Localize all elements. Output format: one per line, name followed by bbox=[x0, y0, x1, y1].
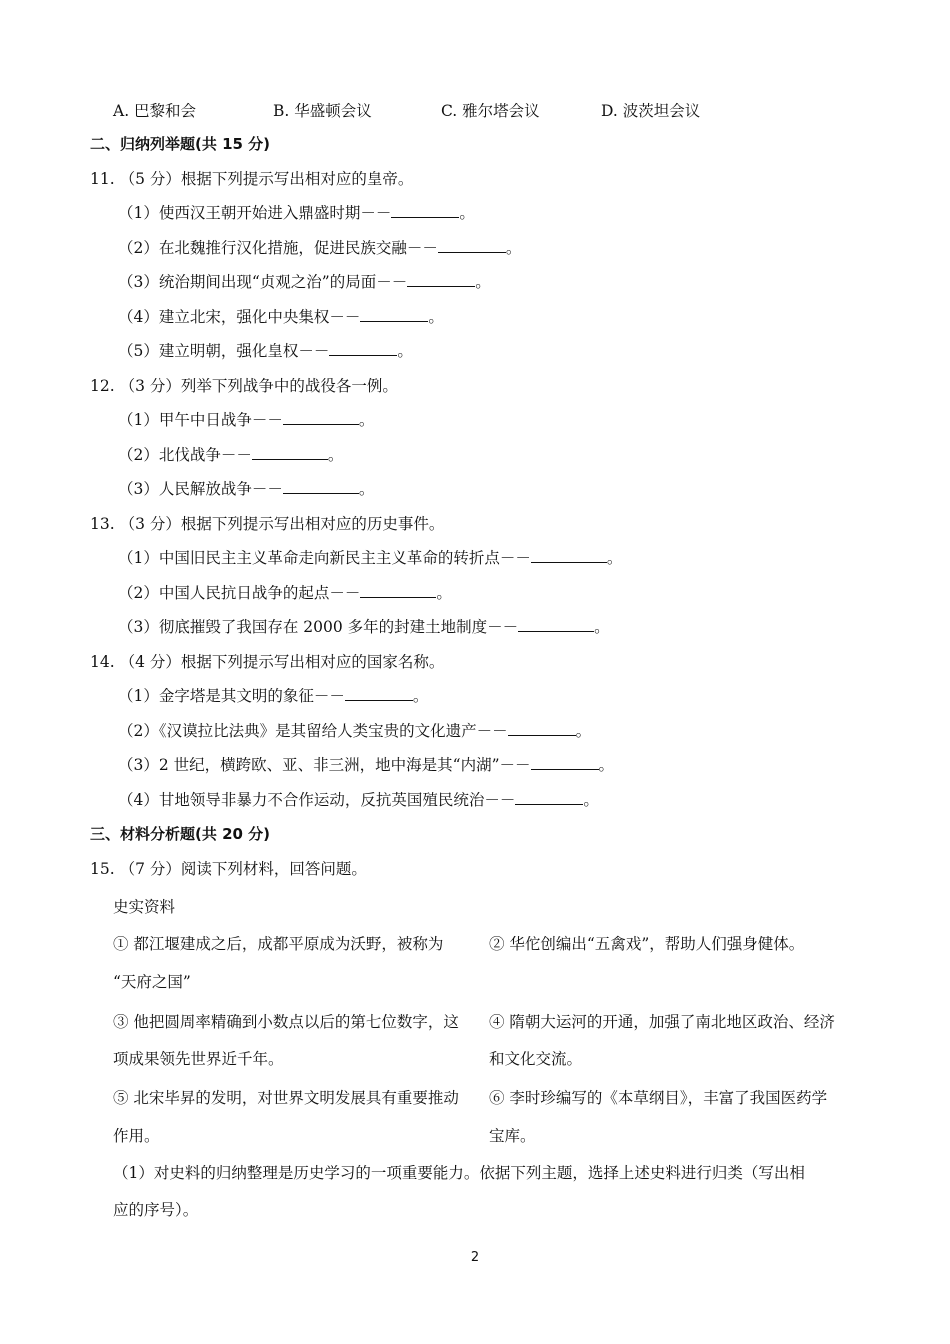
q11-item-2: （2）在北魏推行汉化措施，促进民族交融－－ 。 bbox=[118, 239, 522, 257]
material-1-line-2: “天府之国” bbox=[113, 973, 191, 991]
material-6-line-2: 宝库。 bbox=[489, 1127, 536, 1145]
option-d: D. 波茨坦会议 bbox=[601, 102, 701, 120]
q12-stem: 12. （3 分）列举下列战争中的战役各一例。 bbox=[90, 377, 398, 395]
answer-blank[interactable] bbox=[531, 755, 599, 770]
page-number: 2 bbox=[470, 1250, 480, 1265]
answer-blank[interactable] bbox=[252, 445, 328, 460]
material-title: 史实资料 bbox=[113, 898, 176, 916]
q12-item-3: （3）人民解放战争－－ 。 bbox=[118, 480, 375, 498]
section-2-title: 二、归纳列举题(共 15 分) bbox=[90, 135, 271, 153]
answer-blank[interactable] bbox=[391, 203, 459, 218]
q13-item-1: （1）中国旧民主主义革命走向新民主主义革命的转折点－－ 。 bbox=[118, 549, 623, 567]
q14-item-4: （4）甘地领导非暴力不合作运动，反抗英国殖民统治－－ 。 bbox=[118, 791, 599, 809]
q11-item-4: （4）建立北宋，强化中央集权－－ 。 bbox=[118, 308, 444, 326]
material-1-line-1: ① 都江堰建成之后，成都平原成为沃野，被称为 bbox=[113, 935, 444, 953]
material-3-line-1: ③ 他把圆周率精确到小数点以后的第七位数字，这 bbox=[113, 1013, 459, 1031]
q14-item-3: （3）2 世纪，横跨欧、亚、非三洲，地中海是其“内湖”－－ 。 bbox=[118, 756, 615, 774]
q13-item-3: （3）彻底摧毁了我国存在 2000 多年的封建土地制度－－ 。 bbox=[118, 618, 610, 636]
q13-stem: 13. （3 分）根据下列提示写出相对应的历史事件。 bbox=[90, 515, 445, 533]
q13-item-2: （2）中国人民抗日战争的起点－－ 。 bbox=[118, 584, 452, 602]
q11-item-5: （5）建立明朝，强化皇权－－ 。 bbox=[118, 342, 413, 360]
option-a: A. 巴黎和会 bbox=[113, 102, 197, 120]
q12-item-2: （2）北伐战争－－ 。 bbox=[118, 446, 344, 464]
material-4-line-2: 和文化交流。 bbox=[489, 1050, 583, 1068]
option-b: B. 华盛顿会议 bbox=[273, 102, 372, 120]
q11-stem: 11. （5 分）根据下列提示写出相对应的皇帝。 bbox=[90, 170, 414, 188]
answer-blank[interactable] bbox=[407, 272, 475, 287]
answer-blank[interactable] bbox=[329, 341, 397, 356]
q15-sub1-line-1: （1）对史料的归纳整理是历史学习的一项重要能力。依据下列主题，选择上述史料进行归类（写出相 bbox=[113, 1164, 805, 1182]
material-4-line-1: ④ 隋朝大运河的开通，加强了南北地区政治、经济 bbox=[489, 1013, 835, 1031]
q11-item-3: （3）统治期间出现“贞观之治”的局面－－ 。 bbox=[118, 273, 491, 291]
q11-item-1: （1）使西汉王朝开始进入鼎盛时期－－ 。 bbox=[118, 204, 475, 222]
q15-stem: 15. （7 分）阅读下列材料，回答问题。 bbox=[90, 860, 367, 878]
material-5-line-2: 作用。 bbox=[113, 1127, 160, 1145]
answer-blank[interactable] bbox=[360, 307, 428, 322]
option-c: C. 雅尔塔会议 bbox=[441, 102, 540, 120]
answer-blank[interactable] bbox=[438, 238, 506, 253]
q14-item-2: （2）《汉谟拉比法典》是其留给人类宝贵的文化遗产－－ 。 bbox=[118, 722, 592, 740]
q15-sub1-line-2: 应的序号）。 bbox=[113, 1201, 199, 1219]
answer-blank[interactable] bbox=[531, 548, 607, 563]
material-5-line-1: ⑤ 北宋毕昇的发明，对世界文明发展具有重要推动 bbox=[113, 1089, 459, 1107]
answer-blank[interactable] bbox=[508, 721, 576, 736]
q14-item-1: （1）金字塔是其文明的象征－－ 。 bbox=[118, 687, 429, 705]
answer-blank[interactable] bbox=[283, 479, 359, 494]
answer-blank[interactable] bbox=[515, 790, 583, 805]
answer-blank[interactable] bbox=[360, 583, 436, 598]
material-2: ② 华佗创编出“五禽戏”，帮助人们强身健体。 bbox=[489, 935, 805, 953]
section-3-title: 三、材料分析题(共 20 分) bbox=[90, 825, 271, 843]
answer-blank[interactable] bbox=[345, 686, 413, 701]
answer-blank[interactable] bbox=[518, 617, 594, 632]
q14-stem: 14. （4 分）根据下列提示写出相对应的国家名称。 bbox=[90, 653, 445, 671]
material-3-line-2: 项成果领先世界近千年。 bbox=[113, 1050, 284, 1068]
answer-blank[interactable] bbox=[283, 410, 359, 425]
q12-item-1: （1）甲午中日战争－－ 。 bbox=[118, 411, 375, 429]
material-6-line-1: ⑥ 李时珍编写的《本草纲目》，丰富了我国医药学 bbox=[489, 1089, 828, 1107]
